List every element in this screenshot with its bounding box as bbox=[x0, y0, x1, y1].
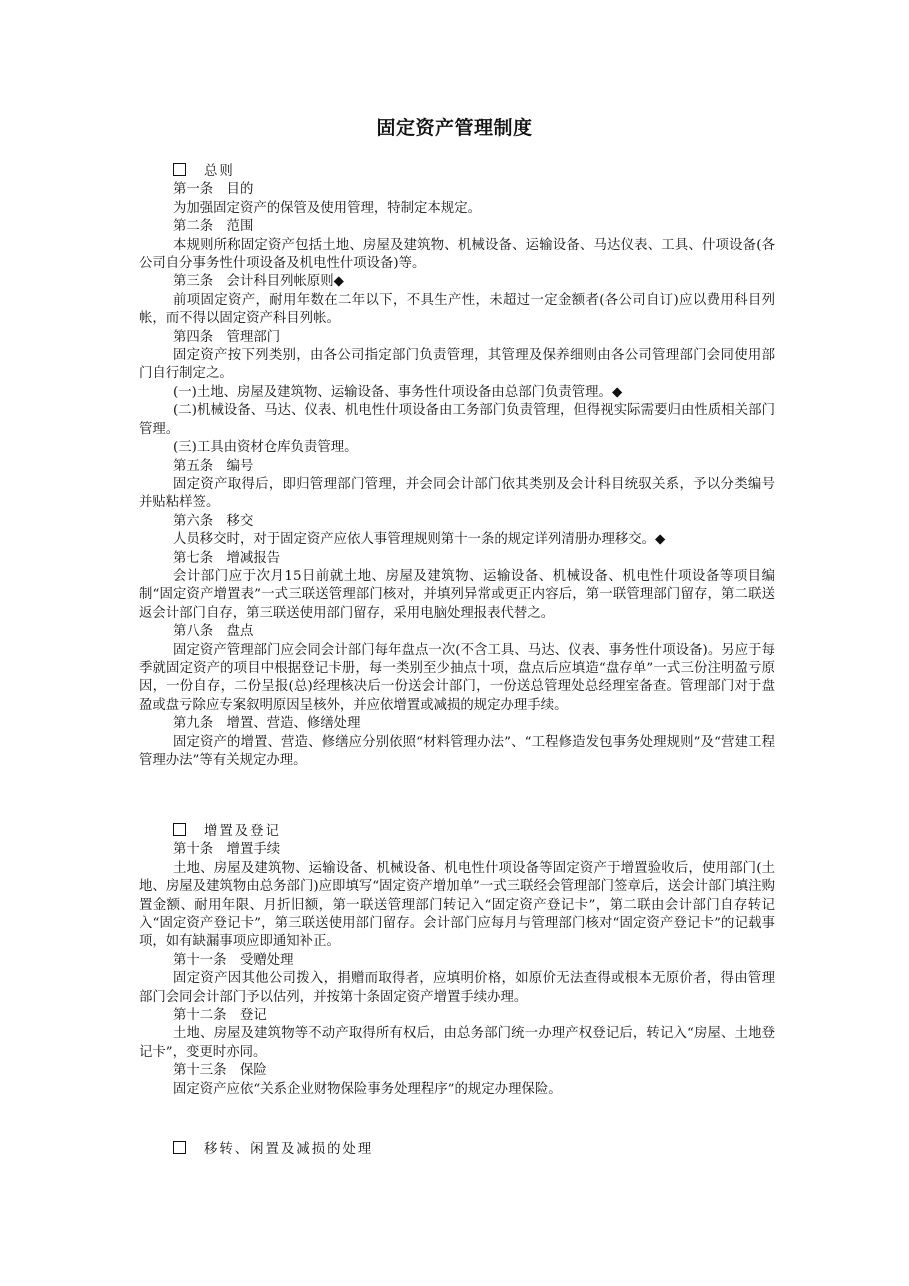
article-heading: 第十三条 保险 bbox=[173, 1063, 267, 1079]
section-transfer bbox=[139, 1141, 775, 1159]
paragraph: 固定资产取得后，即归管理部门管理，并会同会计部门依其类别及会计科目统驭关系，予以分类编号并贴粘样签。 bbox=[139, 476, 775, 511]
paragraph: 固定资产应依“关系企业财物保险事务处理程序”的规定办理保险。 bbox=[173, 1081, 562, 1097]
paragraph: (二)机械设备、马达、仪表、机电性什项设备由工务部门负责管理，但得视实际需要归由性质相关部门管理。 bbox=[139, 403, 775, 437]
section-acquisition bbox=[139, 823, 775, 1099]
paragraph: 土地、房屋及建筑物等不动产取得所有权后，由总务部门统一办理产权登记后，转记入“房屋、土地登记卡”，变更时亦同。 bbox=[139, 1026, 775, 1060]
article-heading: 第三条 会计科目列帐原则◆ bbox=[173, 274, 344, 290]
paragraph: 固定资产的增置、营造、修缮应分别依照“材料管理办法”、“工程修造发包事务处理规则”及“营建工程管理办法”等有关规定办理。 bbox=[139, 734, 775, 768]
paragraph: 人员移交时，对于固定资产应依人事管理规则第十一条的规定详列清册办理移交。◆ bbox=[173, 532, 666, 548]
article-heading: 第四条 管理部门 bbox=[173, 329, 281, 345]
section-heading: 总则 bbox=[173, 163, 775, 181]
checkbox-square-icon bbox=[173, 163, 186, 176]
article-heading: 第八条 盘点 bbox=[173, 624, 254, 640]
article-heading: 第七条 增减报告 bbox=[173, 550, 281, 566]
article-heading: 第十一条 受赠处理 bbox=[173, 952, 294, 968]
section-general bbox=[139, 163, 775, 770]
paragraph: 固定资产因其他公司拨入，捐赠而取得者，应填明价格，如原价无法查得或根本无原价者，得由管理部门会同会计部门予以估列，并按第十条固定资产增置手续办理。 bbox=[139, 971, 775, 1005]
paragraph: (三)工具由资材仓库负责管理。 bbox=[173, 440, 358, 456]
section-heading: 移转、闲置及减损的处理 bbox=[173, 1141, 775, 1159]
page-title: 固定资产管理制度 bbox=[376, 117, 533, 139]
paragraph: 土地、房屋及建筑物、运输设备、机械设备、机电性什项设备等固定资产于增置验收后，使用部门(土地、房屋及建筑物由总务部门)应即填写“固定资产增加单”一式三联经会管理部门签章后，送会计部门填注购置金额、耐用年限、月折旧额，第一联送管理部门转记入“固定资产登记卡”，第二联由会计部门自存转记入“固定资产登记卡”，第三联送使用部门留存。会计部门应每月与管理部门核对“固定资产登记卡”的记载事项，如有缺漏事项应即通知补正。 bbox=[139, 860, 775, 950]
paragraph: 固定资产按下列类别，由各公司指定部门负责管理，其管理及保养细则由各公司管理部门会同使用部门自行制定之。 bbox=[139, 348, 775, 382]
paragraph: 本规则所称固定资产包括土地、房屋及建筑物、机械设备、运输设备、马达仪表、工具、什项设备(各公司自分事务性什项设备及机电性什项设备)等。 bbox=[139, 237, 775, 272]
checkbox-square-icon bbox=[173, 823, 186, 836]
article-heading: 第二条 范围 bbox=[173, 219, 254, 235]
article-heading: 第一条 目的 bbox=[173, 182, 254, 198]
paragraph: 前项固定资产，耐用年数在二年以下，不具生产性，未超过一定金额者(各公司自订)应以费用科目列帐，而不得以固定资产科目列帐。 bbox=[139, 292, 775, 327]
section-heading: 增置及登记 bbox=[173, 823, 775, 841]
paragraph: 会计部门应于次月15日前就土地、房屋及建筑物、运输设备、机械设备、机电性什项设备等项目编制“固定资产增置表”一式三联送管理部门核对，并填列异常或更正内容后，第一联管理部门留存，第二联送返会计部门自存，第三联送使用部门留存，采用电脑处理报表代替之。 bbox=[139, 568, 775, 621]
checkbox-square-icon bbox=[173, 1141, 186, 1154]
article-heading: 第十二条 登记 bbox=[173, 1008, 267, 1024]
paragraph: 为加强固定资产的保管及使用管理，特制定本规定。 bbox=[173, 200, 481, 216]
paragraph: (一)土地、房屋及建筑物、运输设备、事务性什项设备由总部门负责管理。◆ bbox=[173, 384, 623, 400]
article-heading: 第六条 移交 bbox=[173, 513, 254, 529]
article-heading: 第十条 增置手续 bbox=[173, 842, 281, 858]
article-heading: 第五条 编号 bbox=[173, 458, 254, 474]
article-heading: 第九条 增置、营造、修缮处理 bbox=[173, 716, 361, 732]
paragraph: 固定资产管理部门应会同会计部门每年盘点一次(不含工具、马达、仪表、事务性什项设备)。另应于每季就固定资产的项目中根据登记卡册，每一类别至少抽点十项，盘点后应填造“盘存单”一式三份注明盈亏原因，一份自存，二份呈报(总)经理核决后一份送会计部门，一份送总管理处总经理室备查。管理部门对于盘盈或盘亏除应专案叙明原因呈核外，并应依增置或减损的规定办理手续。 bbox=[139, 642, 775, 713]
